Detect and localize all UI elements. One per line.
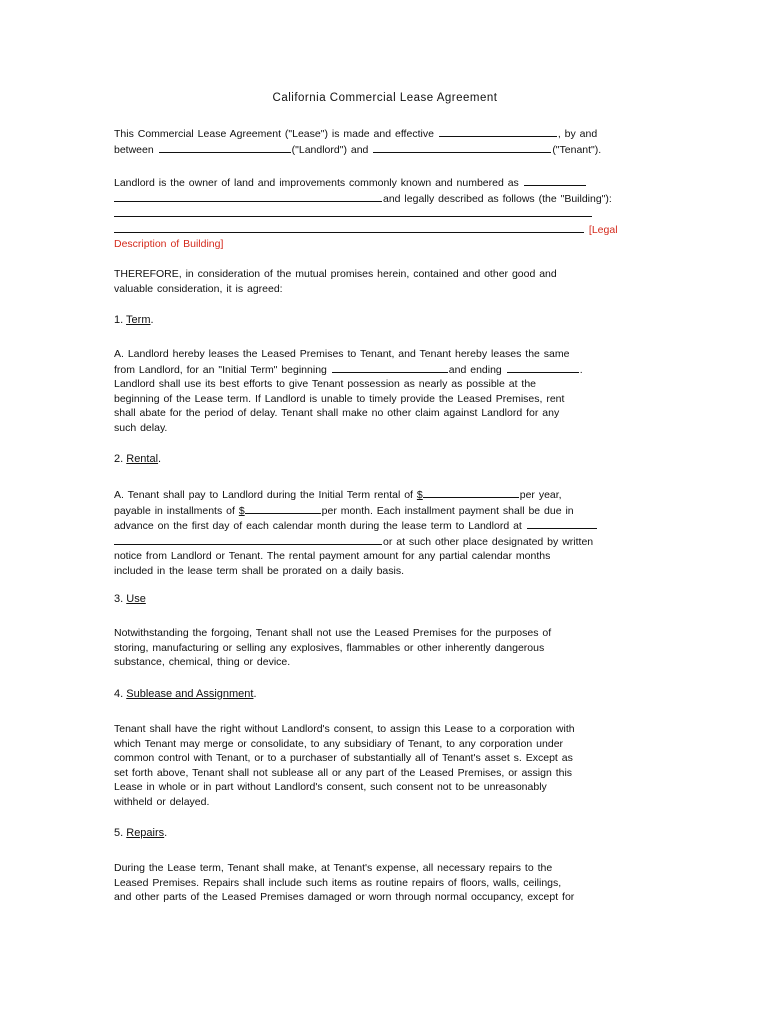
address-blank-1[interactable]: [524, 175, 586, 186]
section-3-paragraph: Notwithstanding the forgoing, Tenant shall not use the Leased Premises for the purposes of storing, manufacturing or selling any explosives, flammables or other inherently dangerous substance, chemical, thing or device.: [114, 627, 552, 669]
premises-line-4: [114, 222, 659, 238]
tenant-name-blank[interactable]: [373, 142, 551, 153]
term-dates-line: from Landlord, for an "Initial Term" beginning and ending .: [114, 363, 583, 376]
section-2-heading: 2. Rental.: [114, 453, 162, 465]
premises-paragraph: [114, 175, 659, 252]
section-5-heading: 5. Repairs.: [114, 827, 168, 839]
section-1-paragraph: A. Landlord hereby leases the Leased Premises to Tenant, and Tenant hereby leases the same from Landlord, for an "Initial Term" beginning and ending . Landlord shall use its best efforts to give Tenant possession as nearly as possible at the beginning of the Lease term. If Landlord is unable to timely provide the Leased Premises, rent shall abate for the period of delay. Tenant shall make no other claim against Landlord for any such delay.: [114, 347, 659, 436]
landlord-name-blank[interactable]: [159, 142, 291, 153]
section-3-heading: 3. Use: [114, 593, 146, 605]
legal-description-placeholder-cont: Description of Building]: [114, 238, 224, 251]
therefore-paragraph: THEREFORE, in consideration of the mutual promises herein, contained and other good and valuable consideration, it is agreed:: [114, 268, 557, 295]
section-4-paragraph: Tenant shall have the right without Landlord's consent, to assign this Lease to a corporation with which Tenant may merge or consolidate, to any subsidiary of Tenant, to any corporation under common control with Tenant, or to a purchaser of substantially all of Tenant's asset s. Except as set forth above, Tenant shall not sublease all or any part of the Leased Premises, or assign this Lease in whole or in part without Landlord's consent, such consent not to be unreasonably withheld or delayed.: [114, 723, 575, 808]
payment-address-blank-1[interactable]: [527, 518, 597, 529]
annual-rent-line: A. Tenant shall pay to Landlord during the Initial Term rental of $ per year,: [114, 489, 562, 501]
monthly-rent-line: payable in installments of $ per month. Each installment payment shall be due in: [114, 504, 574, 517]
address-blank-2[interactable]: [114, 191, 382, 202]
intro-line-2: between ("Landlord") and ("Tenant").: [114, 143, 602, 156]
legal-description-blank-1[interactable]: [114, 206, 592, 217]
section-2-paragraph: A. Tenant shall pay to Landlord during the Initial Term rental of $ per year, payable in installments of $ per month. Each installment payment shall be due in advance on the first day of each calendar month during the lease term to Landlord at or at such other place designated by written notice from Landlord or Tenant. The rental payment amount for any partial calendar months included in the lease term shall be prorated on a daily basis.: [114, 487, 659, 579]
document-title: California Commercial Lease Agreement: [272, 92, 498, 104]
premises-line-1: Landlord is the owner of land and improvements commonly known and numbered as: [114, 175, 659, 191]
intro-line-1: This Commercial Lease Agreement ("Lease") is made and effective , by and: [114, 128, 598, 140]
premises-line-3: [114, 206, 659, 222]
term-end-blank[interactable]: [507, 362, 579, 373]
term-start-blank[interactable]: [332, 362, 448, 373]
section-5-paragraph: During the Lease term, Tenant shall make, at Tenant's expense, all necessary repairs to the Leased Premises. Repairs shall include such items as routine repairs of floors, walls, ceilings, and other parts of the Leased Premises damaged or worn through normal occupancy, except for: [114, 862, 575, 904]
effective-date-blank[interactable]: [439, 126, 557, 137]
section-1-heading: 1. Term.: [114, 314, 154, 326]
monthly-rent-blank[interactable]: [245, 503, 321, 514]
annual-rent-blank[interactable]: [423, 487, 519, 498]
premises-line-2: and legally described as follows (the "Building"):: [114, 191, 659, 207]
payment-address-line-2: or at such other place designated by written: [114, 534, 659, 550]
legal-description-placeholder: [Legal: [588, 223, 618, 236]
payment-address-blank-2[interactable]: [114, 534, 382, 545]
intro-paragraph: [114, 126, 659, 157]
payment-address-line-1: advance on the first day of each calendar month during the lease term to Landlord at: [114, 518, 659, 534]
section-4-heading: 4. Sublease and Assignment.: [114, 688, 257, 700]
legal-description-blank-2[interactable]: [114, 222, 584, 233]
